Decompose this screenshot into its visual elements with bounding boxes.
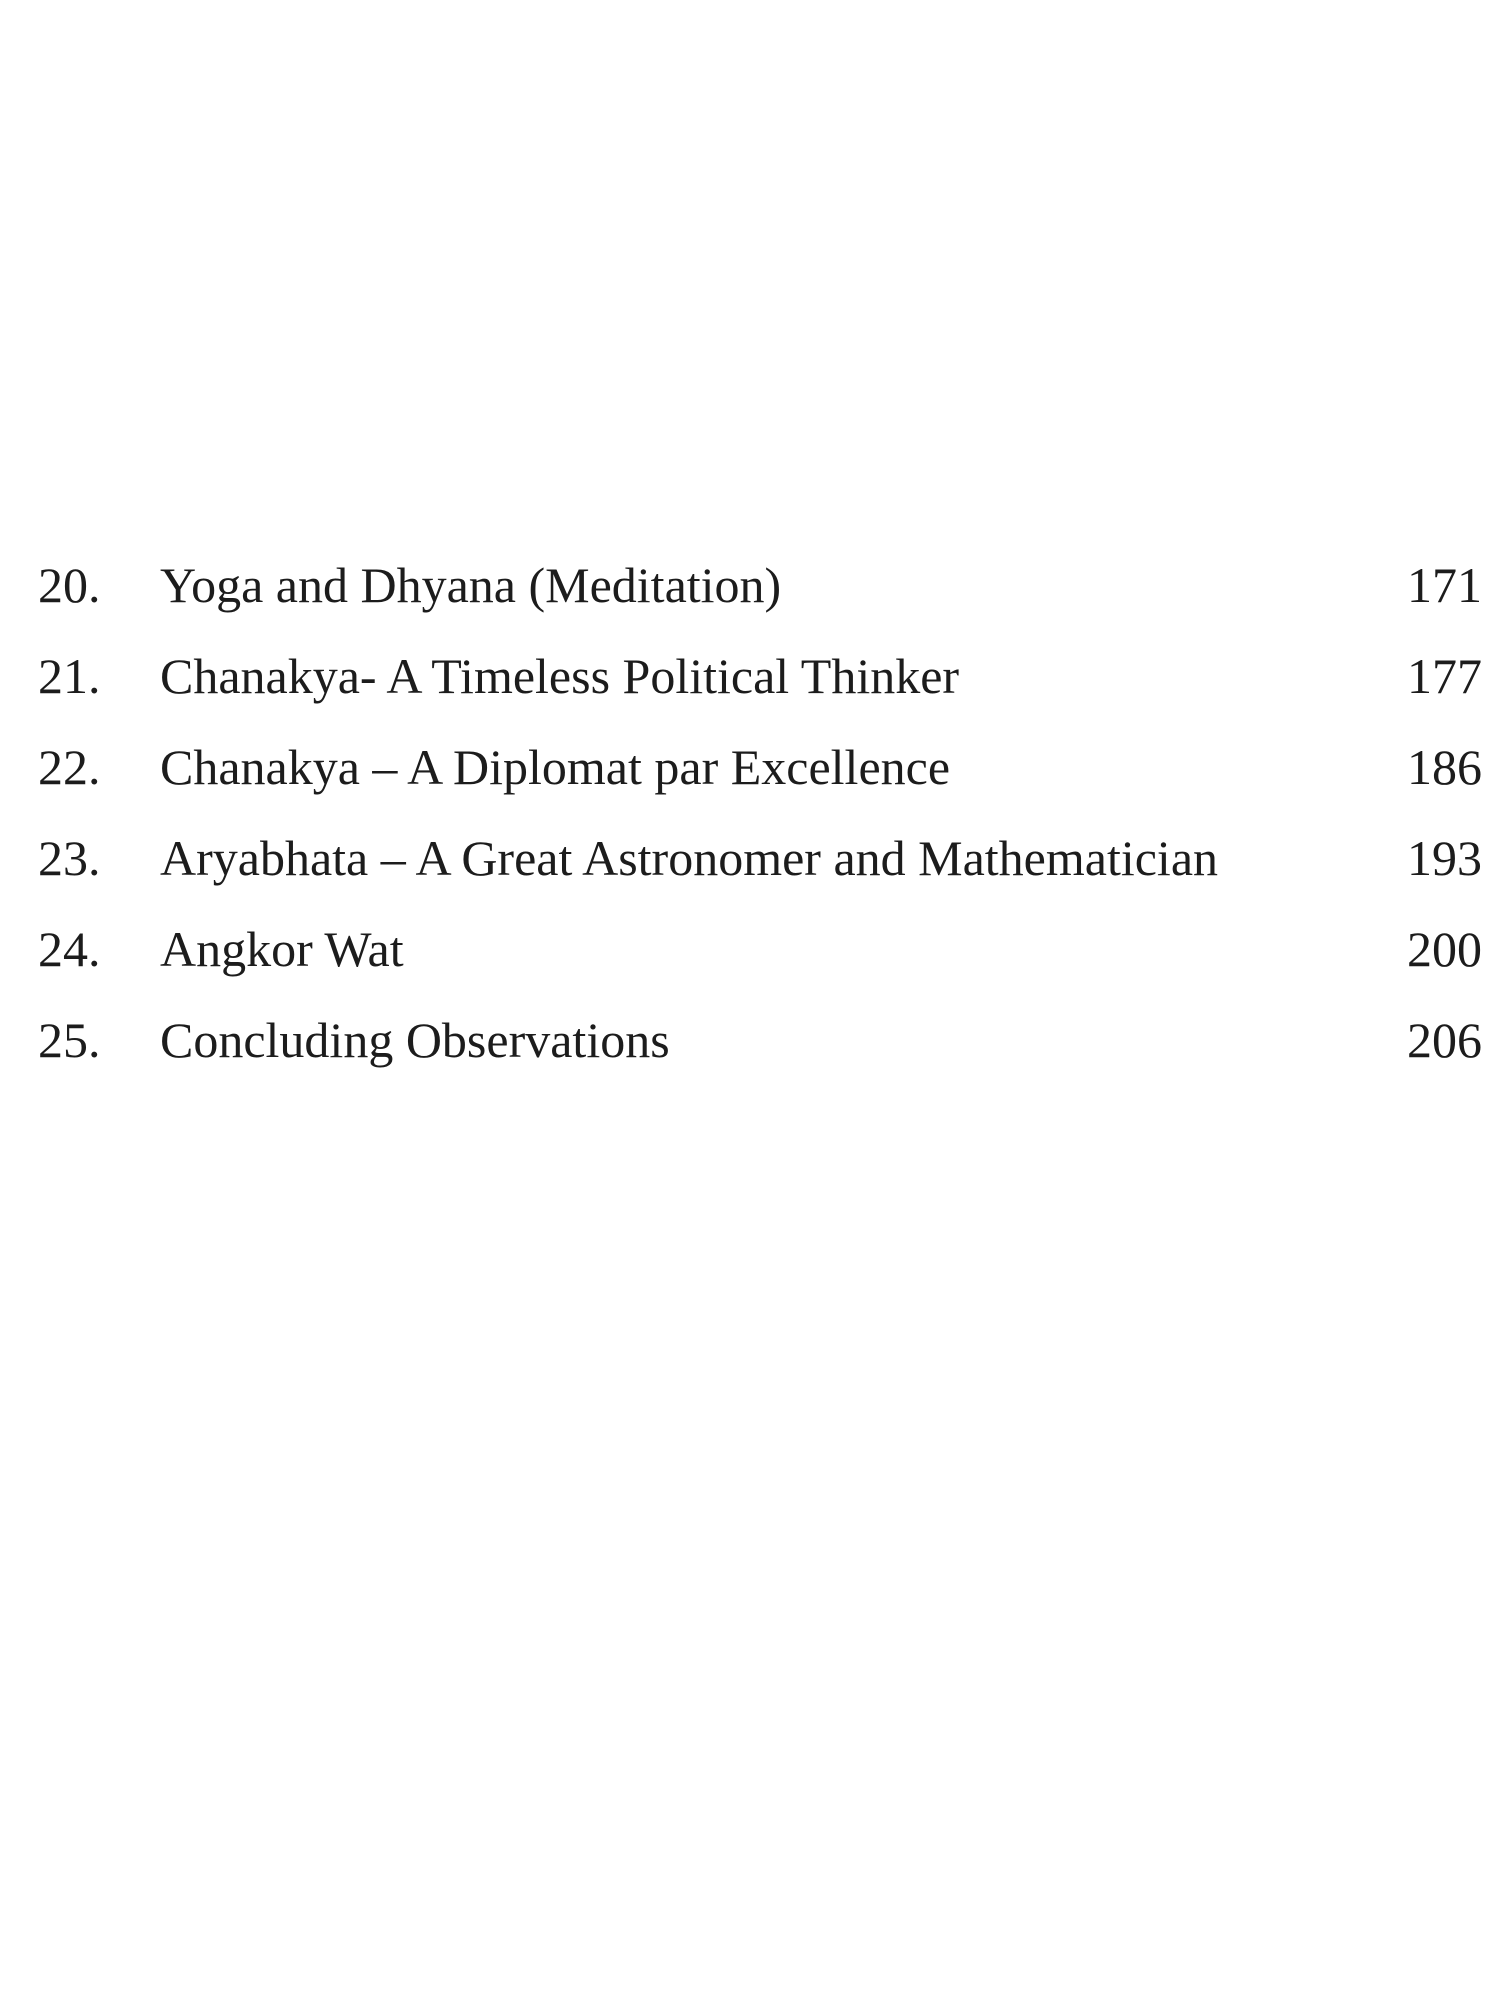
toc-entry xyxy=(38,631,1482,722)
entry-number: 24. xyxy=(38,921,101,977)
entry-title: Aryabhata – A Great Astronomer and Mathematician xyxy=(160,830,1219,886)
toc-entry xyxy=(38,540,1482,631)
entry-page-number: 177 xyxy=(1407,648,1482,704)
entry-page-number: 193 xyxy=(1407,830,1482,886)
entry-page-number: 171 xyxy=(1407,557,1482,613)
entry-title: Angkor Wat xyxy=(160,921,404,977)
toc-entry xyxy=(38,904,1482,995)
entry-number: 20. xyxy=(38,557,101,613)
entry-number: 21. xyxy=(38,648,101,704)
entry-page-number: 206 xyxy=(1407,1012,1482,1068)
entry-page-number: 186 xyxy=(1407,739,1482,795)
toc-entry xyxy=(38,722,1482,813)
entry-number: 25. xyxy=(38,1012,101,1068)
table-of-contents xyxy=(38,540,1482,1086)
entry-title: Chanakya – A Diplomat par Excellence xyxy=(160,739,951,795)
entry-page-number: 200 xyxy=(1407,921,1482,977)
toc-entry xyxy=(38,813,1482,904)
entry-number: 22. xyxy=(38,739,101,795)
entry-title: Concluding Observations xyxy=(160,1012,670,1068)
toc-entry xyxy=(38,995,1482,1086)
entry-title: Chanakya- A Timeless Political Thinker xyxy=(160,648,960,704)
entry-number: 23. xyxy=(38,830,101,886)
entry-title: Yoga and Dhyana (Meditation) xyxy=(160,557,782,613)
